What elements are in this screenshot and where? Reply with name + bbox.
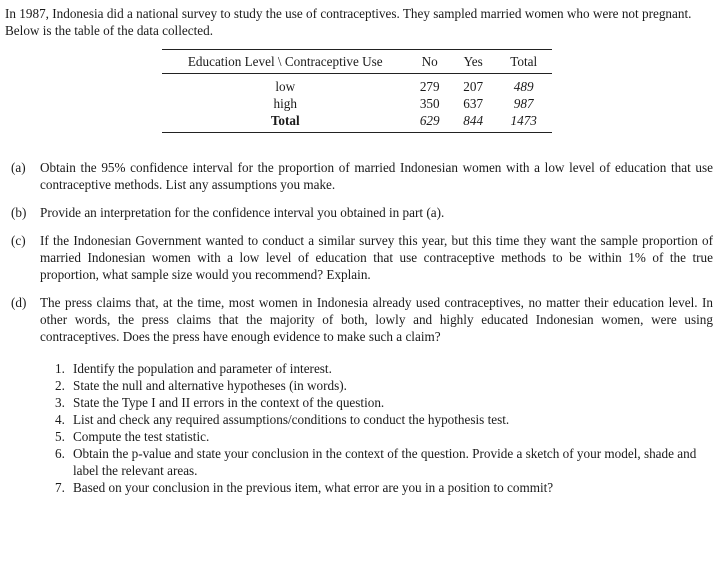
table-header-row bbox=[162, 50, 552, 74]
question-text: Obtain the 95% confidence interval for the proportion of married Indonesian women with a low level of education that use contraceptive methods. List any assumptions you make. bbox=[40, 160, 713, 192]
list-item-number: 7. bbox=[55, 480, 65, 495]
cell-total: 489 bbox=[513, 79, 534, 94]
question-label: (b) bbox=[11, 205, 27, 220]
subitem-list bbox=[5, 360, 717, 496]
cell-yes: 844 bbox=[451, 112, 495, 133]
question-d bbox=[5, 294, 717, 345]
table-row bbox=[162, 95, 552, 112]
question-b bbox=[5, 204, 717, 221]
table-total-row bbox=[162, 112, 552, 133]
header-no: No bbox=[409, 50, 451, 74]
list-item bbox=[5, 377, 717, 394]
intro-paragraph: In 1987, Indonesia did a national survey to study the use of contraceptives. They sampled married women who were not pregnant. bbox=[5, 6, 692, 21]
question-text: Provide an interpretation for the confidence interval you obtained in part (a). bbox=[40, 205, 445, 220]
intro-text bbox=[5, 5, 717, 39]
list-item-number: 4. bbox=[55, 412, 65, 427]
list-item bbox=[5, 394, 717, 411]
list-item bbox=[5, 360, 717, 377]
list-item-number: 1. bbox=[55, 361, 65, 376]
list-item-text: Obtain the p-value and state your conclusion in the context of the question. Provide a sketch of your model, shade and label the relevant areas. bbox=[73, 446, 697, 478]
question-label: (a) bbox=[11, 160, 26, 175]
list-item-number: 3. bbox=[55, 395, 65, 410]
cell-no: 629 bbox=[409, 112, 451, 133]
list-item-text: State the Type I and II errors in the context of the question. bbox=[73, 395, 385, 410]
list-item bbox=[5, 479, 717, 496]
cell-yes: 637 bbox=[463, 96, 484, 111]
list-item-number: 2. bbox=[55, 378, 65, 393]
question-text: The press claims that, at the time, most women in Indonesia already used contraceptives, no matter their education level. In other words, the press claims that the majority of both, lowly and highly educated Indonesian women, were using contraceptives. Does the press have enough evidence to make such a claim? bbox=[40, 295, 713, 344]
list-item-text: Based on your conclusion in the previous item, what error are you in a position to commit? bbox=[73, 480, 554, 495]
cell-total: 1473 bbox=[495, 112, 552, 133]
document-page bbox=[5, 5, 717, 496]
question-a bbox=[5, 159, 717, 193]
row-level: low bbox=[275, 79, 296, 94]
list-item-text: Identify the population and parameter of interest. bbox=[73, 361, 332, 376]
list-item-number: 6. bbox=[55, 446, 65, 461]
list-item-text: List and check any required assumptions/conditions to conduct the hypothesis test. bbox=[73, 412, 510, 427]
list-item bbox=[5, 428, 717, 445]
list-item bbox=[5, 411, 717, 428]
question-c bbox=[5, 232, 717, 283]
question-label: (d) bbox=[11, 295, 27, 310]
cell-total: 987 bbox=[513, 96, 534, 111]
header-total: Total bbox=[495, 50, 552, 74]
question-list bbox=[5, 159, 717, 496]
cell-no: 350 bbox=[419, 96, 440, 111]
data-table-container bbox=[162, 49, 552, 133]
header-education-level: Education Level \ Contraceptive Use bbox=[162, 50, 409, 74]
row-level: high bbox=[273, 96, 297, 111]
question-text: If the Indonesian Government wanted to conduct a similar survey this year, but this time they want the sample proportion of married Indonesian women with a low level of education that use contraceptive methods to be within 1% of the true proportion, what sample size would you recommend? Explain. bbox=[40, 233, 713, 282]
header-yes: Yes bbox=[451, 50, 495, 74]
cell-no: 279 bbox=[419, 79, 440, 94]
question-label: (c) bbox=[11, 233, 26, 248]
row-level: Total bbox=[162, 112, 409, 133]
table-row bbox=[162, 74, 552, 96]
list-item-text: State the null and alternative hypotheses (in words). bbox=[73, 378, 347, 393]
list-item-number: 5. bbox=[55, 429, 65, 444]
list-item-text: Compute the test statistic. bbox=[73, 429, 210, 444]
cell-yes: 207 bbox=[463, 79, 484, 94]
list-item bbox=[5, 445, 717, 479]
intro-table-caption: Below is the table of the data collected. bbox=[5, 23, 213, 38]
contraceptive-data-table bbox=[162, 49, 552, 133]
